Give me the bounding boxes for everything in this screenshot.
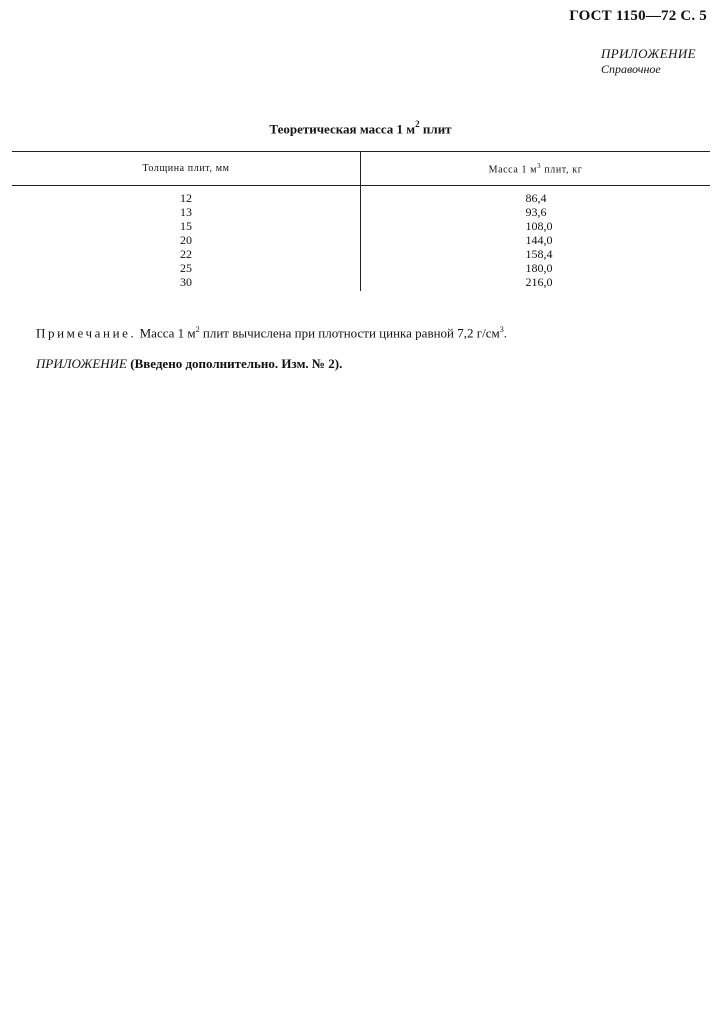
cell-thickness: 13 — [12, 205, 361, 219]
cell-thickness: 25 — [12, 261, 361, 275]
note-sup-area: 2 — [195, 325, 200, 334]
appendix-subtitle: Справочное — [601, 62, 661, 76]
column-header-mass-sup: 3 — [537, 161, 542, 170]
appendix-title: ПРИЛОЖЕНИЕ — [601, 46, 696, 61]
column-header-mass-suffix: плит, кг — [541, 164, 583, 176]
cell-mass-value: 86,4 — [525, 191, 547, 205]
cell-mass — [361, 205, 711, 219]
cell-mass-value: 158,4 — [525, 247, 553, 261]
table-row — [12, 205, 710, 219]
table-row — [12, 233, 710, 247]
table-title-sup: 2 — [415, 119, 420, 129]
page-header: ГОСТ 1150—72 С. 5 — [569, 8, 707, 24]
cell-thickness: 30 — [12, 275, 361, 291]
table-row — [12, 275, 710, 291]
table-title-suffix: плит — [419, 121, 452, 137]
table-row — [12, 247, 710, 261]
cell-mass-value: 180,0 — [525, 261, 553, 275]
column-header-mass — [361, 152, 711, 186]
cell-thickness: 12 — [12, 186, 361, 206]
column-header-thickness: Толщина плит, мм — [12, 152, 361, 186]
table-title-prefix: Теоретическая масса 1 м — [269, 121, 416, 137]
cell-mass — [361, 233, 711, 247]
cell-mass-value: 144,0 — [525, 233, 553, 247]
note-sup-volume: 3 — [499, 325, 504, 334]
cell-mass-value: 108,0 — [525, 219, 553, 233]
amendment-appendix-label: ПРИЛОЖЕНИЕ — [36, 356, 127, 371]
cell-mass-value: 93,6 — [525, 205, 547, 219]
note-text-middle: плит вычислена при плотности цинка равной 7,2 г/см — [199, 325, 500, 341]
note-label: Примечание. — [36, 325, 137, 341]
cell-mass-value: 216,0 — [525, 275, 553, 289]
cell-mass — [361, 261, 711, 275]
note-text-after: . — [503, 325, 507, 341]
note-paragraph — [36, 325, 507, 341]
table-title — [0, 120, 721, 137]
amendment-line — [36, 356, 342, 372]
mass-table — [12, 151, 710, 291]
column-header-mass-prefix: Масса 1 м — [488, 164, 538, 176]
cell-mass — [361, 186, 711, 206]
table-row — [12, 186, 710, 206]
cell-thickness: 22 — [12, 247, 361, 261]
cell-mass — [361, 219, 711, 233]
table-row — [12, 219, 710, 233]
table-row — [12, 261, 710, 275]
cell-mass — [361, 247, 711, 261]
amendment-text: (Введено дополнительно. Изм. № 2). — [126, 356, 343, 371]
cell-thickness: 20 — [12, 233, 361, 247]
appendix-label — [601, 46, 709, 77]
note-text-before: Масса 1 м — [136, 325, 196, 341]
cell-thickness: 15 — [12, 219, 361, 233]
cell-mass — [361, 275, 711, 291]
table-header-row — [12, 152, 710, 186]
